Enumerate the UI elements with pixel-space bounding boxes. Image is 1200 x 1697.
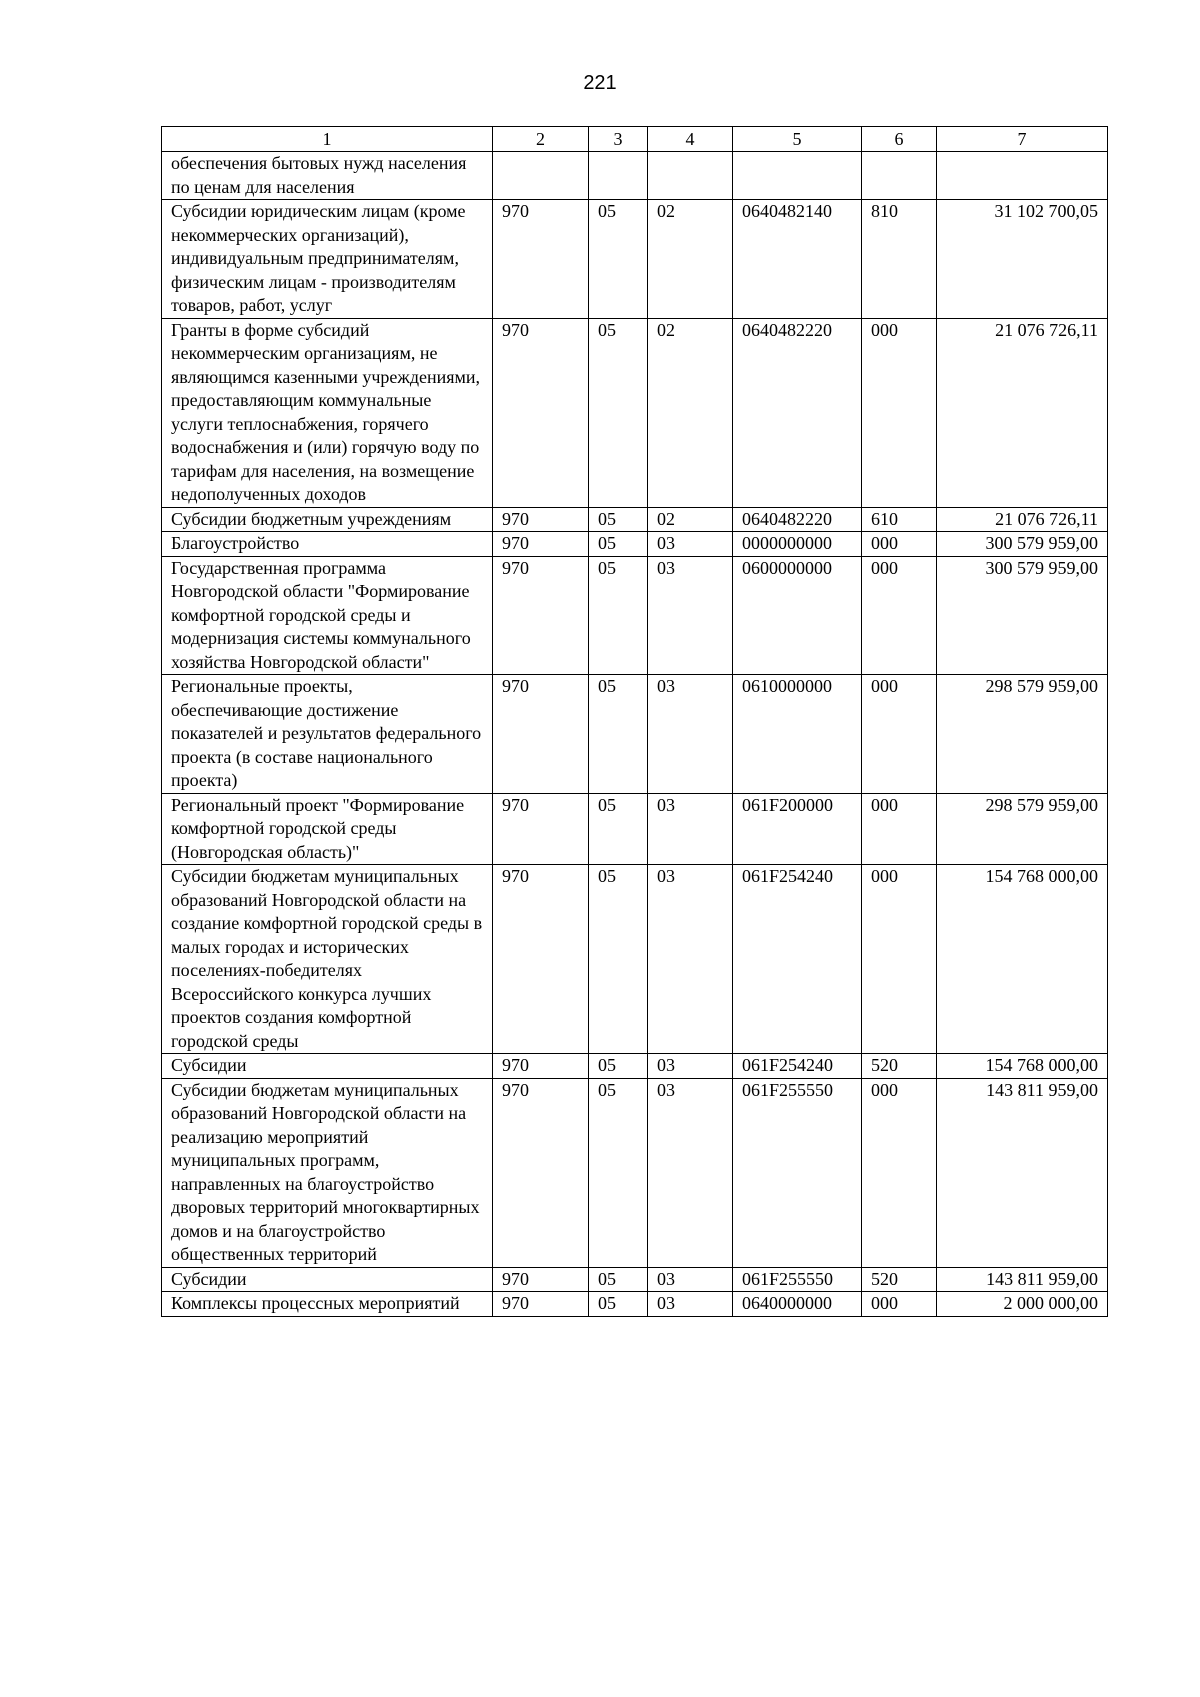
section-code-cell: 05: [589, 318, 648, 507]
subsection-code-cell: 03: [648, 1292, 733, 1317]
row-name-cell: Субсидии: [162, 1054, 493, 1079]
table-row: [162, 793, 1108, 865]
subsection-code-cell: 03: [648, 865, 733, 1054]
section-code-cell: 05: [589, 1267, 648, 1292]
expense-type-cell: 520: [862, 1267, 937, 1292]
target-article-cell: 061F255550: [733, 1078, 862, 1267]
amount-cell: 21 076 726,11: [937, 507, 1108, 532]
section-code-cell: 05: [589, 865, 648, 1054]
amount-cell: 298 579 959,00: [937, 675, 1108, 794]
column-header: 2: [493, 127, 589, 152]
amount-cell: 143 811 959,00: [937, 1078, 1108, 1267]
amount-cell: 154 768 000,00: [937, 865, 1108, 1054]
table-row: [162, 318, 1108, 507]
expense-type-cell: 000: [862, 1078, 937, 1267]
target-article-cell: 0640000000: [733, 1292, 862, 1317]
subsection-code-cell: 02: [648, 200, 733, 319]
ministry-code-cell: [493, 152, 589, 200]
subsection-code-cell: 03: [648, 793, 733, 865]
expense-type-cell: [862, 152, 937, 200]
table-row: [162, 675, 1108, 794]
row-name-cell: Благоустройство: [162, 532, 493, 557]
section-code-cell: 05: [589, 1292, 648, 1317]
column-header: 4: [648, 127, 733, 152]
table-body: [162, 152, 1108, 1317]
row-name-cell: Субсидии бюджетам муниципальных образований Новгородской области на реализацию мероприятий муниципальных программ, направленных на благоустройство дворовых территорий многоквартирных домов и на благоустройство общественных территорий: [162, 1078, 493, 1267]
table-header-row: [162, 127, 1108, 152]
section-code-cell: 05: [589, 675, 648, 794]
table-row: [162, 152, 1108, 200]
expense-type-cell: 810: [862, 200, 937, 319]
target-article-cell: 061F254240: [733, 865, 862, 1054]
expense-type-cell: 000: [862, 865, 937, 1054]
target-article-cell: 061F254240: [733, 1054, 862, 1079]
table-row: [162, 1078, 1108, 1267]
amount-cell: 298 579 959,00: [937, 793, 1108, 865]
expense-type-cell: 520: [862, 1054, 937, 1079]
row-name-cell: Региональный проект "Формирование комфортной городской среды (Новгородская область)": [162, 793, 493, 865]
table-row: [162, 1054, 1108, 1079]
row-name-cell: Региональные проекты, обеспечивающие достижение показателей и результатов федерального проекта (в составе национального проекта): [162, 675, 493, 794]
ministry-code-cell: 970: [493, 1078, 589, 1267]
ministry-code-cell: 970: [493, 793, 589, 865]
table-row: [162, 507, 1108, 532]
subsection-code-cell: 03: [648, 1267, 733, 1292]
row-name-cell: Субсидии: [162, 1267, 493, 1292]
ministry-code-cell: 970: [493, 1292, 589, 1317]
subsection-code-cell: 03: [648, 1078, 733, 1267]
ministry-code-cell: 970: [493, 200, 589, 319]
column-header: 3: [589, 127, 648, 152]
row-name-cell: Субсидии юридическим лицам (кроме некоммерческих организаций), индивидуальным предпринимателям, физическим лицам - производителям товаров, работ, услуг: [162, 200, 493, 319]
amount-cell: 2 000 000,00: [937, 1292, 1108, 1317]
expense-type-cell: 000: [862, 675, 937, 794]
target-article-cell: 0640482220: [733, 507, 862, 532]
subsection-code-cell: 03: [648, 532, 733, 557]
subsection-code-cell: 03: [648, 1054, 733, 1079]
target-article-cell: 0640482140: [733, 200, 862, 319]
table-row: [162, 200, 1108, 319]
ministry-code-cell: 970: [493, 675, 589, 794]
section-code-cell: 05: [589, 793, 648, 865]
expense-type-cell: 000: [862, 318, 937, 507]
subsection-code-cell: 03: [648, 556, 733, 675]
subsection-code-cell: 03: [648, 675, 733, 794]
section-code-cell: [589, 152, 648, 200]
section-code-cell: 05: [589, 556, 648, 675]
column-header: 1: [162, 127, 493, 152]
table-row: [162, 1267, 1108, 1292]
column-header: 7: [937, 127, 1108, 152]
amount-cell: [937, 152, 1108, 200]
amount-cell: 21 076 726,11: [937, 318, 1108, 507]
amount-cell: 300 579 959,00: [937, 556, 1108, 675]
ministry-code-cell: 970: [493, 1054, 589, 1079]
subsection-code-cell: 02: [648, 507, 733, 532]
ministry-code-cell: 970: [493, 556, 589, 675]
section-code-cell: 05: [589, 1054, 648, 1079]
target-article-cell: 0000000000: [733, 532, 862, 557]
row-name-cell: Государственная программа Новгородской области "Формирование комфортной городской среды и модернизация системы коммунального хозяйства Новгородской области": [162, 556, 493, 675]
target-article-cell: 0640482220: [733, 318, 862, 507]
row-name-cell: Гранты в форме субсидий некоммерческим организациям, не являющимся казенными учреждениями, предоставляющим коммунальные услуги теплоснабжения, горячего водоснабжения и (или) горячую воду по тарифам для населения, на возмещение недополученных доходов: [162, 318, 493, 507]
target-article-cell: [733, 152, 862, 200]
expense-type-cell: 000: [862, 532, 937, 557]
target-article-cell: 061F255550: [733, 1267, 862, 1292]
amount-cell: 143 811 959,00: [937, 1267, 1108, 1292]
section-code-cell: 05: [589, 200, 648, 319]
ministry-code-cell: 970: [493, 1267, 589, 1292]
expense-type-cell: 000: [862, 1292, 937, 1317]
subsection-code-cell: 02: [648, 318, 733, 507]
ministry-code-cell: 970: [493, 507, 589, 532]
ministry-code-cell: 970: [493, 318, 589, 507]
expense-type-cell: 000: [862, 556, 937, 675]
target-article-cell: 0610000000: [733, 675, 862, 794]
page-number: 221: [583, 72, 617, 94]
subsection-code-cell: [648, 152, 733, 200]
table-row: [162, 532, 1108, 557]
ministry-code-cell: 970: [493, 532, 589, 557]
budget-table: [161, 126, 1108, 1317]
row-name-cell: Субсидии бюджетам муниципальных образований Новгородской области на создание комфортной городской среды в малых городах и исторических поселениях-победителях Всероссийского конкурса лучших проектов создания комфортной городской среды: [162, 865, 493, 1054]
table-row: [162, 556, 1108, 675]
column-header: 5: [733, 127, 862, 152]
amount-cell: 300 579 959,00: [937, 532, 1108, 557]
section-code-cell: 05: [589, 532, 648, 557]
section-code-cell: 05: [589, 507, 648, 532]
row-name-cell: обеспечения бытовых нужд населения по ценам для населения: [162, 152, 493, 200]
table-row: [162, 1292, 1108, 1317]
row-name-cell: Субсидии бюджетным учреждениям: [162, 507, 493, 532]
table-row: [162, 865, 1108, 1054]
expense-type-cell: 610: [862, 507, 937, 532]
expense-type-cell: 000: [862, 793, 937, 865]
row-name-cell: Комплексы процессных мероприятий: [162, 1292, 493, 1317]
section-code-cell: 05: [589, 1078, 648, 1267]
amount-cell: 154 768 000,00: [937, 1054, 1108, 1079]
target-article-cell: 061F200000: [733, 793, 862, 865]
amount-cell: 31 102 700,05: [937, 200, 1108, 319]
ministry-code-cell: 970: [493, 865, 589, 1054]
column-header: 6: [862, 127, 937, 152]
target-article-cell: 0600000000: [733, 556, 862, 675]
